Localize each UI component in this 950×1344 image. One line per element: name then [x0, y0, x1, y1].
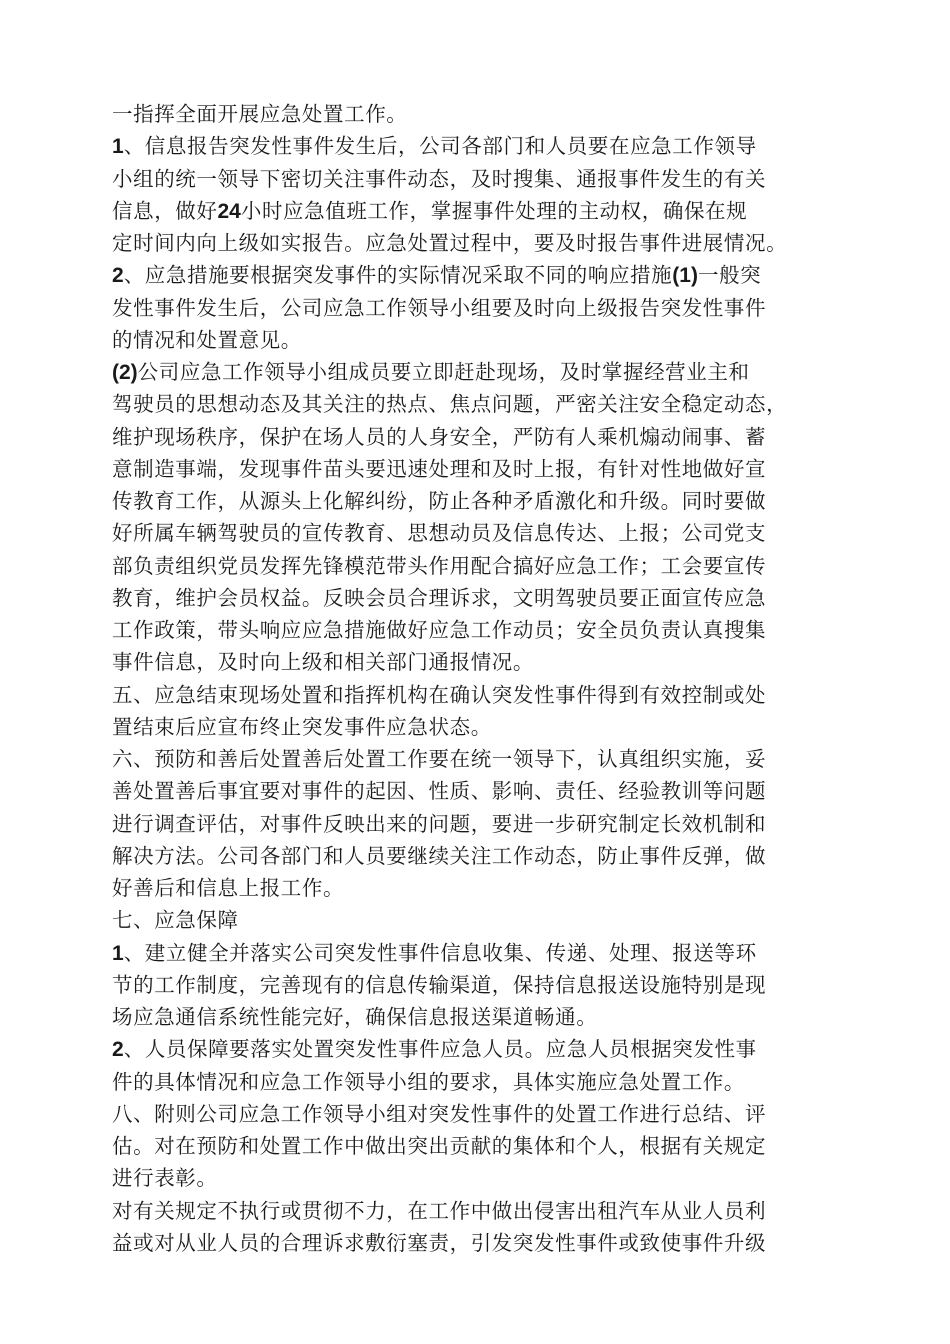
text-line [112, 292, 852, 324]
text-run: 的情况和处置意见。 [112, 327, 302, 352]
text-line [112, 969, 852, 1001]
text-line [112, 1162, 852, 1194]
numeral: (1) [672, 264, 698, 288]
text-line [112, 679, 852, 711]
text-line [112, 550, 852, 582]
text-line [112, 743, 852, 775]
text-run: 、应急措施要根据突发事件的实际情况采取不同的响应措施 [123, 263, 673, 288]
text-line [112, 904, 852, 936]
text-line [112, 130, 852, 162]
text-line [112, 517, 852, 549]
numeral: (2) [112, 361, 138, 384]
text-line [112, 808, 852, 840]
text-line [112, 163, 852, 195]
text-line [112, 421, 852, 453]
text-line [112, 840, 852, 872]
text-line [112, 356, 852, 388]
numeral: 1 [112, 135, 124, 159]
document-body [112, 98, 852, 1259]
text-run: 件的具体情况和应急工作领导小组的要求，具体实施应急处置工作。 [112, 1069, 745, 1094]
text-line [112, 775, 852, 807]
text-run: 教育，维护会员权益。反映会员合理诉求，文明驾驶员要正面宣传应急 [112, 585, 767, 610]
text-line [112, 1033, 852, 1065]
text-line [112, 1227, 852, 1259]
text-line [112, 614, 852, 646]
text-line [112, 1195, 852, 1227]
text-run: 好所属车辆驾驶员的宣传教育、思想动员及信息传达、上报；公司党支 [112, 521, 767, 546]
text-line [112, 453, 852, 485]
text-line [112, 195, 852, 227]
text-line [112, 582, 852, 614]
text-run: 小组的统一领导下密切关注事件动态，及时搜集、通报事件发生的有关 [112, 166, 767, 191]
text-run: 六、预防和善后处置善后处置工作要在统一领导下，认真组织实施，妥 [112, 747, 767, 771]
text-line [112, 259, 852, 291]
text-line [112, 872, 852, 904]
text-line [112, 485, 852, 517]
numeral: 2 [112, 264, 124, 288]
text-run: 一般突 [697, 263, 762, 288]
text-run: 传教育工作，从源头上化解纠纷，防止各种矛盾激化和升级。同时要做 [112, 489, 767, 513]
text-run: 进行调查评估，对事件反映出来的问题，要进一步研究制定长效机制和 [112, 811, 767, 836]
text-run: 好善后和信息上报工作。 [112, 876, 345, 900]
text-line [112, 227, 852, 259]
text-run: 定时间内向上级如实报告。应急处置过程中，要及时报告事件进展情况。 [112, 231, 788, 255]
text-line [112, 1098, 852, 1130]
text-line [112, 1066, 852, 1098]
text-run: 场应急通信系统性能完好，确保信息报送渠道畅通。 [112, 1005, 598, 1029]
text-run: 发性事件发生后，公司应急工作领导小组要及时向上级报告突发性事件 [112, 295, 767, 320]
text-run: 、人员保障要落实处置突发性事件应急人员。应急人员根据突发性事 [123, 1037, 757, 1062]
text-run: 进行表彰。 [112, 1166, 218, 1191]
numeral: 2 [112, 1038, 124, 1062]
text-line [112, 711, 852, 743]
text-line [112, 1130, 852, 1162]
text-line [112, 388, 852, 420]
text-run: 八、附则公司应急工作领导小组对突发性事件的处置工作进行总结、评 [112, 1101, 767, 1126]
text-run: 善处置善后事宜要对事件的起因、性质、影响、责任、经验教训等问题 [112, 779, 767, 804]
text-run: 对有关规定不执行或贯彻不力，在工作中做出侵害出租汽车从业人员利 [112, 1198, 767, 1223]
text-run: 、信息报告突发性事件发生后，公司各部门和人员要在应急工作领导 [123, 134, 757, 159]
text-run: 意制造事端，发现事件苗头要迅速处理和及时上报，有针对性地做好宣 [112, 456, 767, 481]
text-line [112, 324, 852, 356]
text-run: 节的工作制度，完善现有的信息传输渠道，保持信息报送设施特别是现 [112, 972, 767, 997]
numeral: 24 [217, 199, 241, 223]
text-run: 七、应急保障 [112, 908, 239, 933]
text-run: 益或对从业人员的合理诉求敷衍塞责，引发突发性事件或致使事件升级 [112, 1230, 767, 1255]
text-run: 工作政策，带头响应应急措施做好应急工作动员；安全员负责认真搜集 [112, 618, 767, 642]
text-line [112, 937, 852, 969]
text-run: 公司应急工作领导小组成员要立即赶赴现场，及时掌握经营业主和 [137, 360, 750, 384]
text-run: 小时应急值班工作，掌握事件处理的主动权，确保在规 [240, 198, 748, 223]
text-run: 一指挥全面开展应急处置工作。 [112, 102, 408, 126]
text-line [112, 646, 852, 678]
text-run: 部负责组织党员发挥先锋模范带头作用配合搞好应急工作；工会要宣传 [112, 553, 767, 578]
text-run: 维护现场秩序，保护在场人员的人身安全，严防有人乘机煽动闹事、蓄 [112, 424, 767, 449]
text-run: 、建立健全并落实公司突发性事件信息收集、传递、处理、报送等环 [123, 940, 757, 965]
text-run: 估。对在预防和处置工作中做出突出贡献的集体和个人，根据有关规定 [112, 1134, 767, 1158]
numeral: 1 [112, 941, 124, 965]
text-run: 事件信息，及时向上级和相关部门通报情况。 [112, 650, 534, 675]
text-run: 解决方法。公司各部门和人员要继续关注工作动态，防止事件反弹，做 [112, 843, 767, 868]
text-line [112, 1001, 852, 1033]
text-line [112, 98, 852, 130]
text-run: 信息，做好 [112, 198, 218, 223]
text-run: 置结束后应宣布终止突发事件应急状态。 [112, 714, 492, 739]
text-run: 五、应急结束现场处置和指挥机构在确认突发性事件得到有效控制或处 [112, 682, 767, 707]
text-run: 驾驶员的思想动态及其关注的热点、焦点问题，严密关注安全稳定动态， [112, 392, 788, 417]
